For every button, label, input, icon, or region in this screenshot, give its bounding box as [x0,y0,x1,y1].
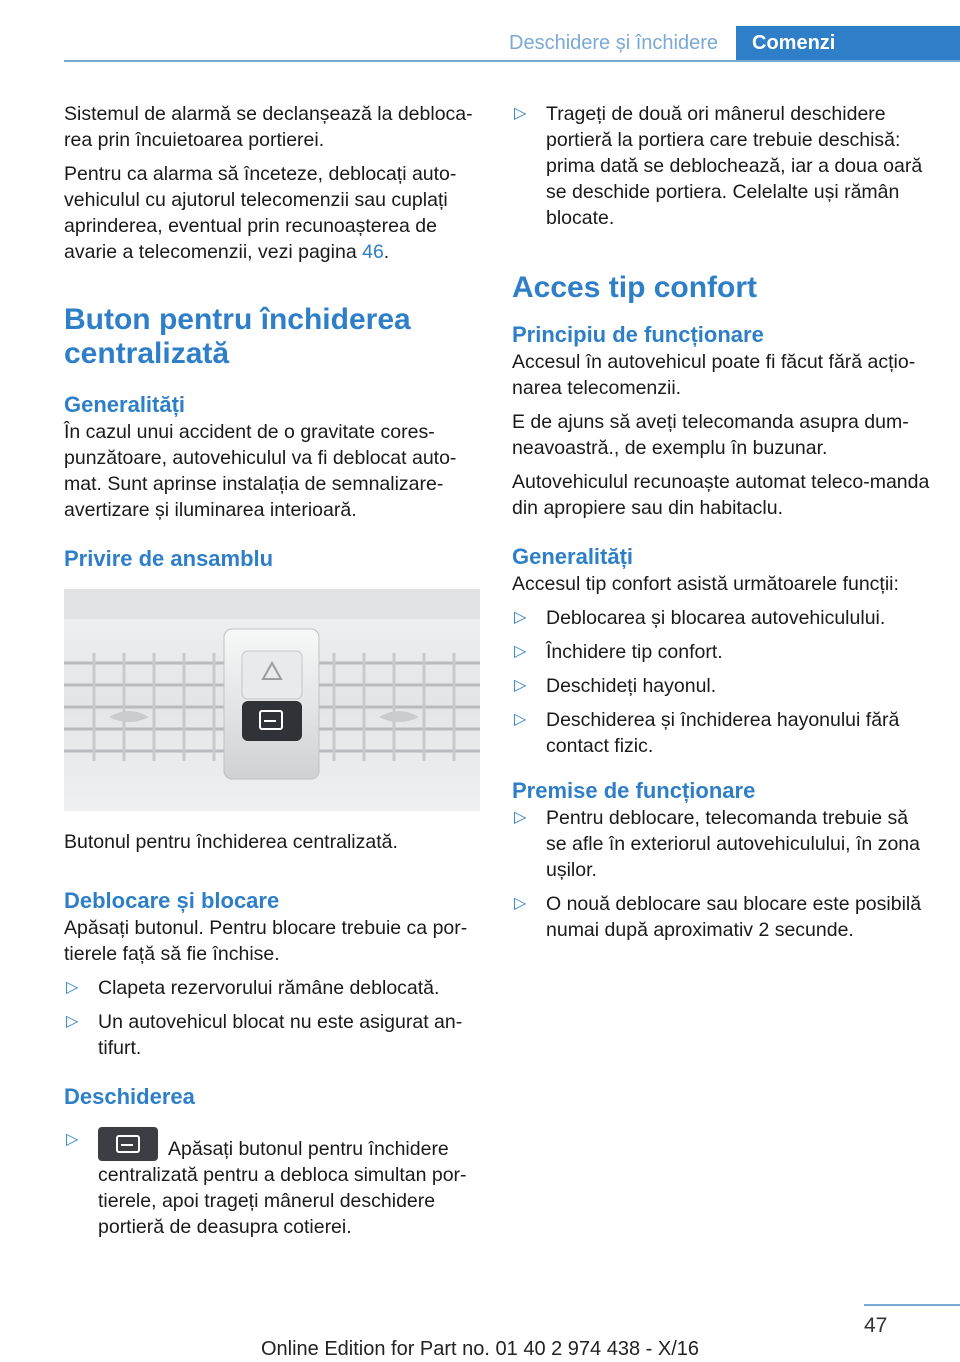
pull-handle-list [512,101,932,231]
list-item [512,805,932,883]
general-heading-right: Generalități [512,544,634,569]
central-lock-heading: Buton pentru închiderea centralizată [64,303,411,370]
triangle-bullet-icon: ▷ [514,609,527,626]
header-rule [64,60,960,62]
principle-paragraph-3: Autovehiculul recunoaște automat teleco‐manda din apropiere sau din habitaclu. [512,471,930,519]
principle-paragraph-1: Accesul în autovehicul poate fi făcut fără acțio‐narea telecomenzii. [512,351,916,399]
unlock-lock-heading: Deblocare și blocare [64,888,280,913]
footer-rule [864,1304,960,1306]
list-item [64,1009,482,1061]
principle-heading: Principiu de funcționare [512,322,764,347]
section-tab: Deschidere și închidere [509,32,718,54]
page-number: 47 [864,1314,888,1337]
list-item-text: Deblocarea și blocarea autovehiculului. [546,607,886,629]
chapter-tab: Comenzi [736,26,960,60]
triangle-bullet-icon: ▷ [514,105,527,122]
list-item [512,639,932,665]
premise-heading: Premise de funcționare [512,778,756,803]
photo-caption: Butonul pentru închiderea centralizată. [64,831,398,853]
list-item-text: Trageți de două ori mânerul deschidere portieră la portiera care trebuie deschisă: prima dată se deblochează, iar a doua oară se deschide portiera. Celelalte uși rămân blocate. [546,103,923,229]
general-paragraph-right: Accesul tip confort asistă următoarele funcții: [512,573,899,595]
opening-heading: Deschiderea [64,1084,195,1109]
left-column [64,101,482,1248]
list-item [512,707,932,759]
triangle-bullet-icon: ▷ [514,677,527,694]
list-item [512,891,932,943]
edition-line: Online Edition for Part no. 01 40 2 974 438 - X/16 [260,1338,700,1360]
central-lock-button-icon [98,1127,158,1161]
list-item [64,1127,482,1240]
principle-paragraph-2: E de ajuns să aveți telecomanda asupra dum‐neavoastră., de exemplu în buzunar. [512,411,909,459]
central-lock-photo [64,589,480,811]
triangle-bullet-icon: ▷ [514,809,527,826]
list-item-text: Închidere tip confort. [546,641,723,663]
unlock-paragraph: Apăsați butonul. Pentru blocare trebuie ca por‐tierele față să fie închise. [64,917,468,965]
general-heading-left: Generalități [64,392,186,417]
overview-heading: Privire de ansamblu [64,546,274,571]
page-link-46[interactable]: 46 [362,241,384,263]
triangle-bullet-icon: ▷ [514,711,527,728]
alarm-stop-end: . [383,241,390,263]
list-item-text: Clapeta rezervorului rămâne deblocată. [98,977,440,999]
list-item-text: Un autovehicul blocat nu este asigurat an‐tifurt. [98,1011,463,1059]
triangle-bullet-icon: ▷ [66,1131,79,1148]
list-item-text: Apăsați butonul pentru închidere centralizată pentru a debloca simultan por‐tierele, apoi trageți mânerul deschidere portieră de deasupra cotierei. [98,1138,467,1238]
triangle-bullet-icon: ▷ [514,643,527,660]
triangle-bullet-icon: ▷ [66,979,79,996]
unlock-list [64,975,482,1061]
list-item [64,975,482,1001]
alarm-paragraph: Sistemul de alarmă se declanșează la debloca‐rea prin încuietoarea portierei. [64,103,473,151]
list-item-text: Deschiderea și închiderea hayonului fără contact fizic. [546,709,900,757]
list-item-text: O nouă deblocare sau blocare este posibilă numai după aproximativ 2 secunde. [546,893,922,941]
list-item-text: Pentru deblocare, telecomanda trebuie să se afle în exteriorul autovehiculului, în zona ușilor. [546,807,920,881]
list-item [512,101,932,231]
comfort-access-heading: Acces tip confort [512,271,758,304]
general-paragraph-left: În cazul unui accident de o gravitate cores‐punzătoare, autovehiculul va fi deblocat auto‐mat. Sunt aprinse instalația de semnalizare-avertizare și iluminarea interioară. [64,421,457,521]
list-item [512,605,932,631]
alarm-stop-text: Pentru ca alarma să înceteze, deblocați auto‐vehiculul cu ajutorul telecomenzii sau cuplați aprinderea, eventual prin recunoașterea de avarie a telecomenzii, vezi pagina [64,163,457,263]
alarm-stop-paragraph [64,161,482,265]
list-item [512,673,932,699]
premise-list [512,805,932,943]
list-item-text: Deschideți hayonul. [546,675,717,697]
functions-list [512,605,932,759]
triangle-bullet-icon: ▷ [514,895,527,912]
right-column [512,101,932,951]
opening-list [64,1127,482,1240]
triangle-bullet-icon: ▷ [66,1013,79,1030]
